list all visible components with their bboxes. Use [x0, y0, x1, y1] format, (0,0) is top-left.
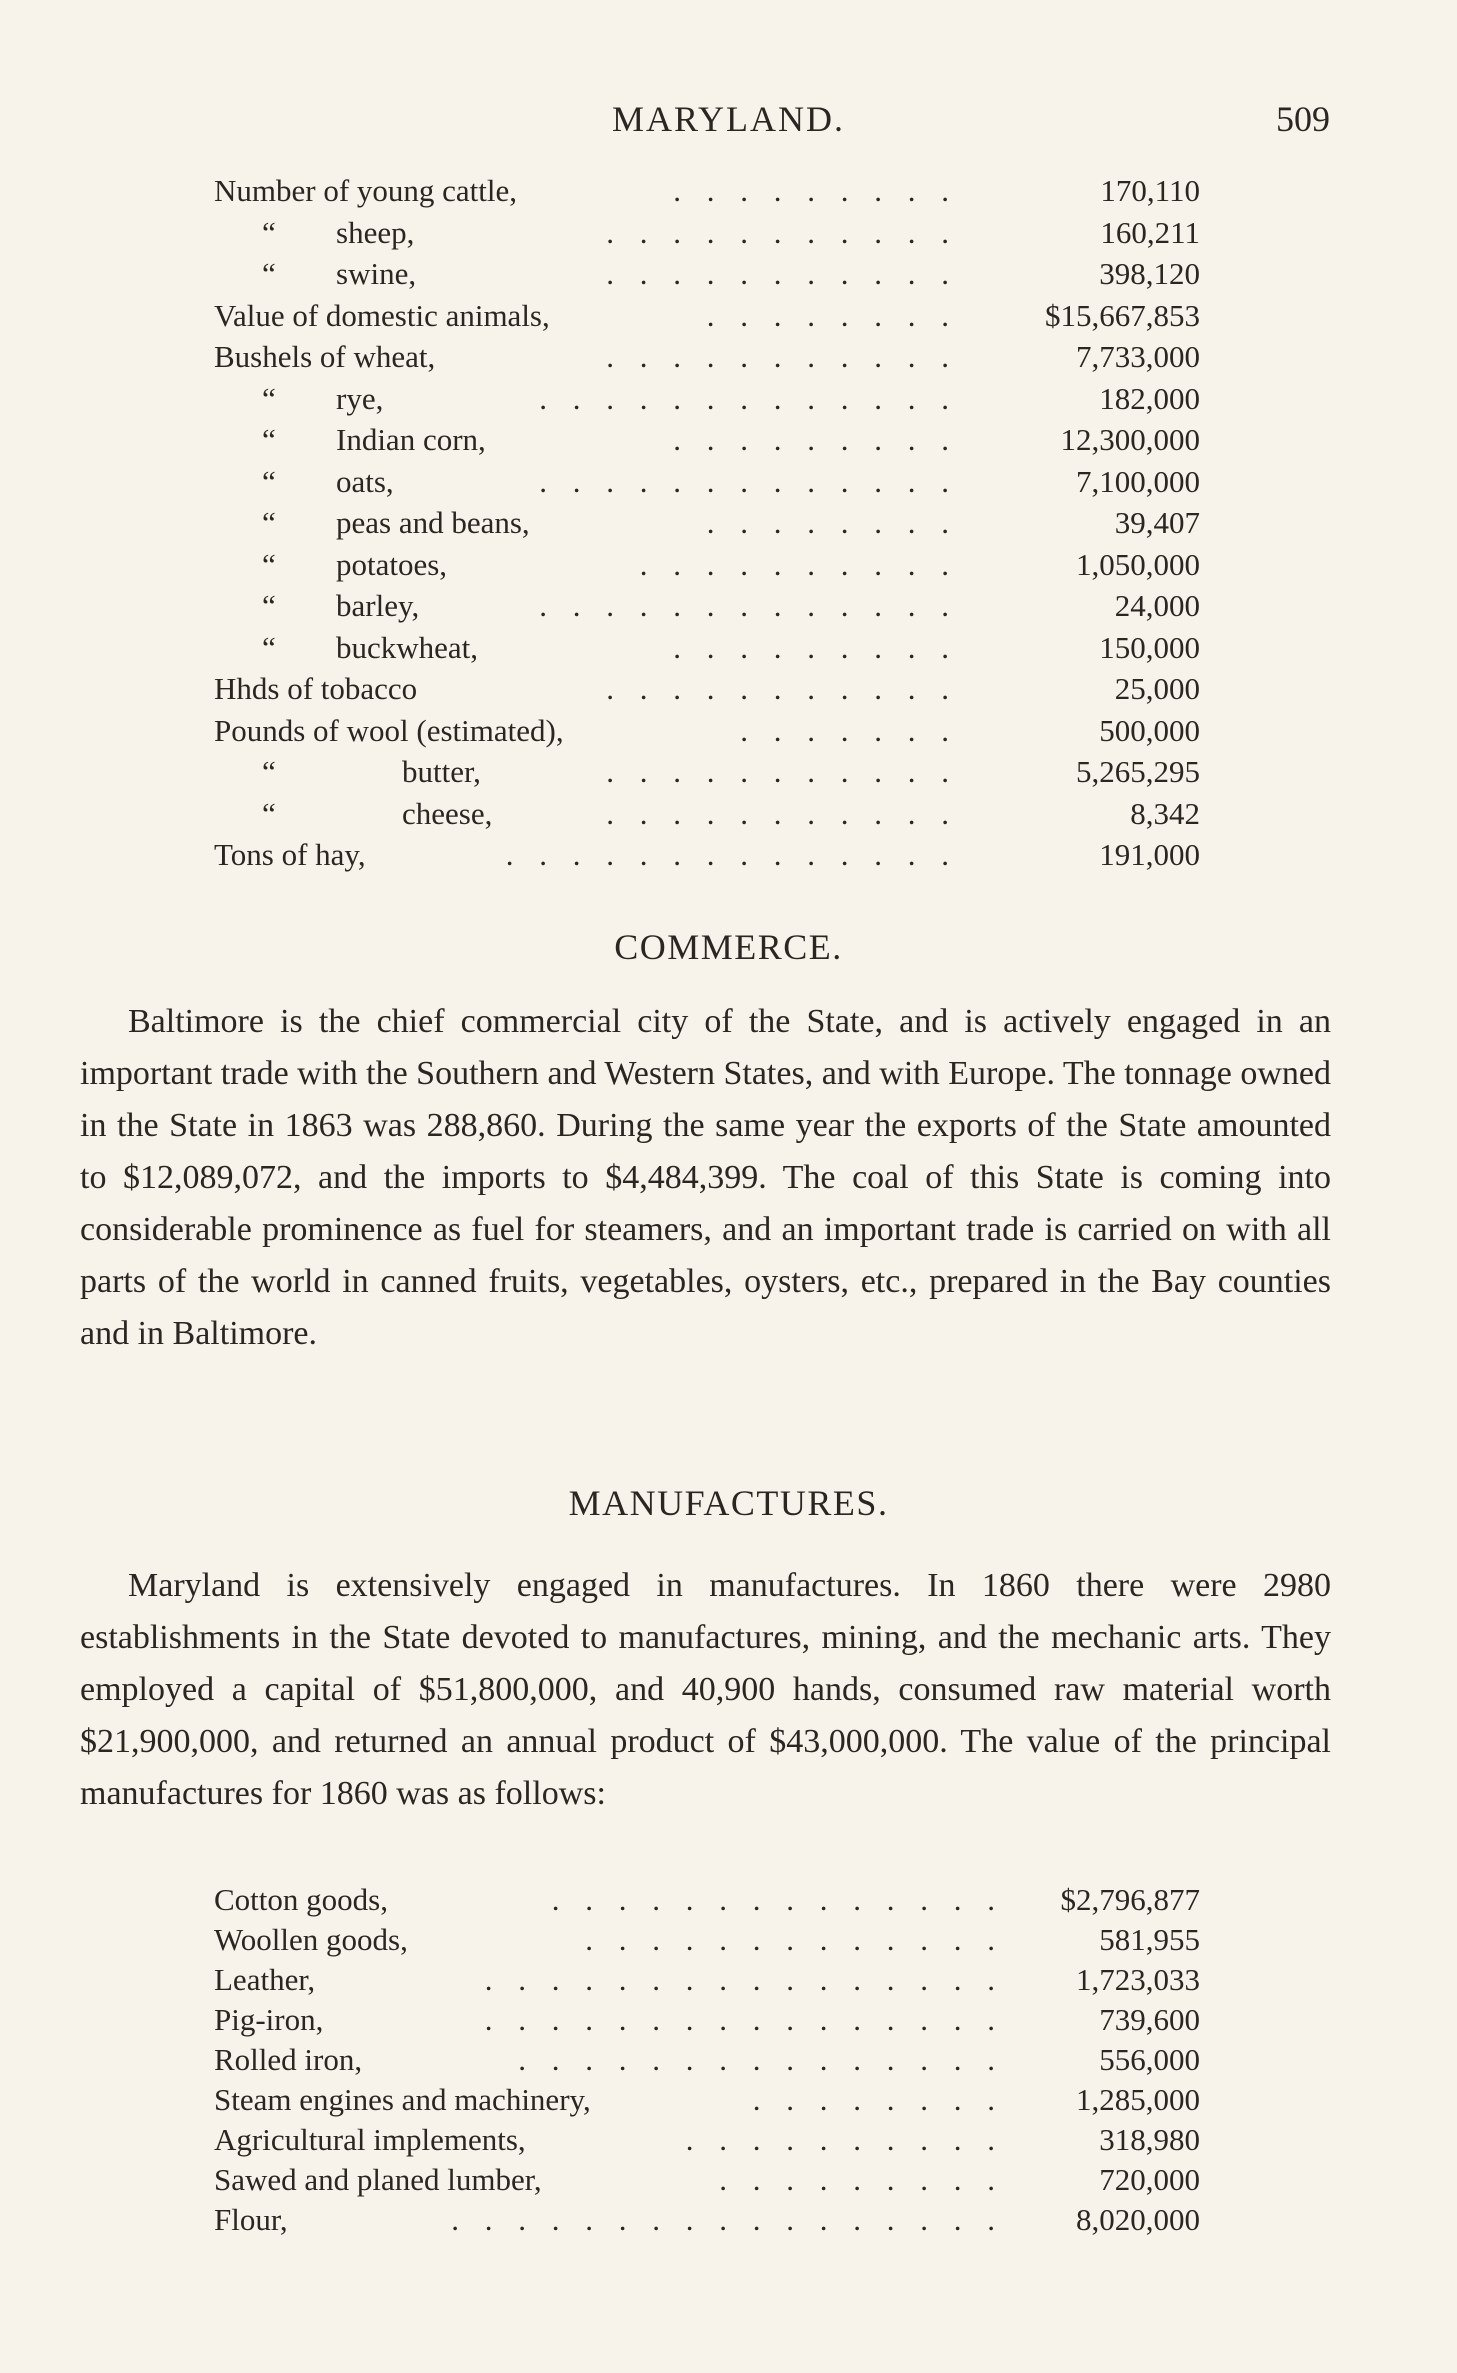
manuf-stat-row	[214, 2080, 1200, 2120]
agri-stat-label	[214, 378, 383, 420]
agri-stat-label-text: butter,	[402, 754, 481, 789]
dot-leader: . . . . . . . . .	[673, 629, 958, 665]
dot-leader: . . . . . . . . . . .	[606, 339, 958, 374]
dot-leader: . . . . . . . . . . . . . . . .	[484, 1962, 1004, 1997]
agri-stat-label-text: sheep,	[336, 214, 415, 250]
agri-stat-row	[214, 336, 1200, 378]
agri-stat-label	[214, 419, 486, 461]
agri-stat-label-text: swine,	[336, 256, 417, 291]
agri-stat-row	[214, 585, 1200, 627]
dot-leader: . . . . . . . . . . . . .	[539, 588, 958, 623]
agri-stat-label	[214, 461, 394, 503]
ditto-mark: “	[262, 505, 276, 540]
agri-stat-row	[214, 793, 1200, 835]
agri-stat-value: 191,000	[1099, 837, 1200, 872]
dot-leader: . . . . . . . . . . .	[606, 754, 958, 789]
agriculture-statistics-table	[214, 170, 1200, 876]
manuf-stat-label	[214, 1960, 315, 2000]
commerce-paragraph: Baltimore is the chief commercial city of the State, and is actively engaged in an important trade with the Southern and Western States, and with Europe. The tonnage owned in the State in 1863 was 288,860. During the same year the exports of the State amounted to $12,089,072, and the imports to $4,484,399. The coal of this State is coming into considerable prominence as fuel for steamers, and an important trade is carried on with all parts of the world in canned fruits, vegetables, oysters, etc., prepared in the Bay counties and in Baltimore.	[80, 1003, 1331, 1352]
manuf-stat-label	[214, 2080, 591, 2120]
agri-stat-value: 1,050,000	[1076, 546, 1200, 582]
agri-stat-value: 7,733,000	[1076, 339, 1200, 374]
ditto-mark: “	[262, 588, 276, 623]
dot-leader: . . . . . . . . . . .	[606, 795, 958, 831]
agri-stat-label	[214, 834, 366, 876]
agri-stat-row	[214, 751, 1200, 793]
manuf-stat-label	[214, 1880, 388, 1920]
agri-stat-label-text: Tons of hay,	[214, 837, 366, 872]
agri-stat-value: 24,000	[1114, 588, 1200, 623]
agri-stat-row	[214, 378, 1200, 420]
agri-stat-row	[214, 544, 1200, 586]
agri-stat-label	[214, 585, 419, 627]
agri-stat-label	[214, 502, 530, 544]
agri-stat-label	[214, 710, 564, 752]
agri-stat-value: 7,100,000	[1076, 463, 1200, 499]
manufactures-statistics-table	[214, 1880, 1200, 2240]
dot-leader: . . . . . . . . . . . . .	[539, 463, 958, 499]
agri-stat-value: $15,667,853	[1045, 297, 1200, 333]
manuf-stat-label-text: Sawed and planed lumber,	[214, 2162, 542, 2197]
agri-stat-label-text: Number of young cattle,	[214, 173, 518, 208]
agri-stat-value: 170,110	[1100, 173, 1200, 208]
agri-stat-label	[214, 295, 550, 337]
manuf-stat-label	[214, 1920, 408, 1960]
dot-leader: . . . . . . . . . . .	[606, 214, 958, 250]
ditto-mark: “	[262, 422, 276, 457]
manuf-stat-row	[214, 1960, 1200, 2000]
manuf-stat-label	[214, 2200, 288, 2240]
ditto-mark: “	[262, 463, 276, 499]
ditto-mark: “	[262, 380, 276, 416]
agri-stat-label	[214, 544, 447, 586]
ditto-mark: “	[262, 629, 276, 665]
ditto-mark: “	[262, 754, 276, 789]
agri-stat-label-text: Pounds of wool (estimated),	[214, 712, 564, 748]
manuf-stat-label	[214, 2120, 526, 2160]
agri-stat-row	[214, 419, 1200, 461]
dot-leader: . . . . . . . . . . . . . . . . .	[451, 2202, 1004, 2237]
manuf-stat-label-text: Cotton goods,	[214, 1882, 388, 1917]
dot-leader: . . . . . . . . . . . . . . . .	[484, 2002, 1004, 2037]
dot-leader: . . . . . . . . . . . . . .	[505, 837, 958, 872]
manuf-stat-label	[214, 2160, 542, 2200]
manuf-stat-row	[214, 2000, 1200, 2040]
manuf-stat-label-text: Flour,	[214, 2202, 288, 2237]
ditto-mark: “	[262, 214, 276, 250]
agri-stat-label-text: rye,	[336, 380, 384, 416]
dot-leader: . . . . . . . . . .	[685, 2122, 1004, 2157]
agri-stat-row	[214, 834, 1200, 876]
agri-stat-label-text: cheese,	[402, 795, 493, 831]
agri-stat-value: 398,120	[1099, 256, 1200, 291]
agri-stat-value: 8,342	[1130, 795, 1200, 831]
dot-leader: . . . . . . . . . . . . .	[585, 1922, 1004, 1957]
manuf-stat-value: 318,980	[1099, 2122, 1200, 2157]
agri-stat-row	[214, 710, 1200, 752]
dot-leader: . . . . . . .	[740, 712, 958, 748]
agri-stat-row	[214, 295, 1200, 337]
manuf-stat-label-text: Steam engines and machinery,	[214, 2082, 591, 2117]
ditto-mark: “	[262, 256, 276, 291]
manuf-stat-row	[214, 1880, 1200, 1920]
agri-stat-label	[214, 212, 414, 254]
dot-leader: . . . . . . . . . .	[639, 546, 958, 582]
dot-leader: . . . . . . . . . . . . . .	[551, 1882, 1004, 1917]
agri-stat-row	[214, 627, 1200, 669]
dot-leader: . . . . . . . . . . . . .	[539, 380, 958, 416]
dot-leader: . . . . . . . . . . .	[606, 256, 958, 291]
dot-leader: . . . . . . . . .	[673, 422, 958, 457]
manuf-stat-value: 1,285,000	[1076, 2082, 1200, 2117]
agri-stat-row	[214, 170, 1200, 212]
agri-stat-label-text: peas and beans,	[336, 505, 530, 540]
manuf-stat-value: 739,600	[1099, 2002, 1200, 2037]
dot-leader: . . . . . . . .	[706, 505, 958, 540]
agri-stat-row	[214, 253, 1200, 295]
agri-stat-label-text: Value of domestic animals,	[214, 297, 550, 333]
agri-stat-label-text: barley,	[336, 588, 420, 623]
dot-leader: . . . . . . . . .	[673, 173, 958, 208]
agri-stat-value: 182,000	[1099, 380, 1200, 416]
agri-stat-value: 150,000	[1099, 629, 1200, 665]
agri-stat-value: 39,407	[1114, 505, 1200, 540]
agri-stat-label	[214, 751, 481, 793]
agri-stat-label-text: potatoes,	[336, 546, 448, 582]
agri-stat-row	[214, 212, 1200, 254]
running-header	[0, 98, 1457, 148]
commerce-heading: COMMERCE.	[614, 927, 843, 967]
agri-stat-label	[214, 170, 517, 212]
manuf-stat-label	[214, 2040, 362, 2080]
manuf-stat-label	[214, 2000, 323, 2040]
manuf-stat-row	[214, 2160, 1200, 2200]
agri-stat-label-text: oats,	[336, 463, 394, 499]
dot-leader: . . . . . . . .	[752, 2082, 1004, 2117]
agri-stat-row	[214, 502, 1200, 544]
agri-stat-label-text: Bushels of wheat,	[214, 339, 436, 374]
agri-stat-value: 5,265,295	[1076, 754, 1200, 789]
agri-stat-value: 12,300,000	[1060, 422, 1200, 457]
manuf-stat-label-text: Agricultural implements,	[214, 2122, 526, 2157]
manuf-stat-label-text: Leather,	[214, 1962, 316, 1997]
manuf-stat-value: $2,796,877	[1060, 1882, 1200, 1917]
manuf-stat-row	[214, 1920, 1200, 1960]
agri-stat-label	[214, 336, 435, 378]
dot-leader: . . . . . . . . . . .	[606, 671, 958, 706]
dot-leader: . . . . . . . .	[706, 297, 958, 333]
ditto-mark: “	[262, 546, 276, 582]
dot-leader: . . . . . . . . . . . . . . .	[518, 2042, 1004, 2077]
manuf-stat-row	[214, 2120, 1200, 2160]
agri-stat-label-text: Indian corn,	[336, 422, 486, 457]
manuf-stat-value: 1,723,033	[1076, 1962, 1200, 1997]
agri-stat-label	[214, 668, 417, 710]
manuf-stat-row	[214, 2200, 1200, 2240]
agri-stat-row	[214, 668, 1200, 710]
manuf-stat-row	[214, 2040, 1200, 2080]
agri-stat-value: 160,211	[1100, 214, 1200, 250]
manuf-stat-value: 8,020,000	[1076, 2202, 1200, 2237]
manuf-stat-label-text: Woollen goods,	[214, 1922, 408, 1957]
manuf-stat-value: 581,955	[1099, 1922, 1200, 1957]
agri-stat-label-text: Hhds of tobacco	[214, 671, 418, 706]
manuf-stat-label-text: Pig-iron,	[214, 2002, 324, 2037]
agri-stat-value: 500,000	[1099, 712, 1200, 748]
page-header-title: MARYLAND.	[611, 99, 845, 139]
dot-leader: . . . . . . . . .	[719, 2162, 1004, 2197]
manufactures-paragraph: Maryland is extensively engaged in manufactures. In 1860 there were 2980 establishments in the State devoted to manufactures, mining, and the mechanic arts. They employed a capital of $51,800,000, and 40,900 hands, consumed raw material worth $21,900,000, and returned an annual product of $43,000,000. The value of the principal manufactures for 1860 was as follows:	[80, 1567, 1331, 1812]
manuf-stat-value: 556,000	[1099, 2042, 1200, 2077]
agri-stat-value: 25,000	[1114, 671, 1200, 706]
agri-stat-label	[214, 253, 416, 295]
agri-stat-label-text: buckwheat,	[336, 629, 479, 665]
agri-stat-label	[214, 627, 478, 669]
agri-stat-label	[214, 793, 492, 835]
ditto-mark: “	[262, 795, 276, 831]
manufactures-heading: MANUFACTURES.	[568, 1483, 889, 1523]
manuf-stat-label-text: Rolled iron,	[214, 2042, 363, 2077]
agri-stat-row	[214, 461, 1200, 503]
page-number: 509	[1276, 99, 1330, 139]
manuf-stat-value: 720,000	[1099, 2162, 1200, 2197]
